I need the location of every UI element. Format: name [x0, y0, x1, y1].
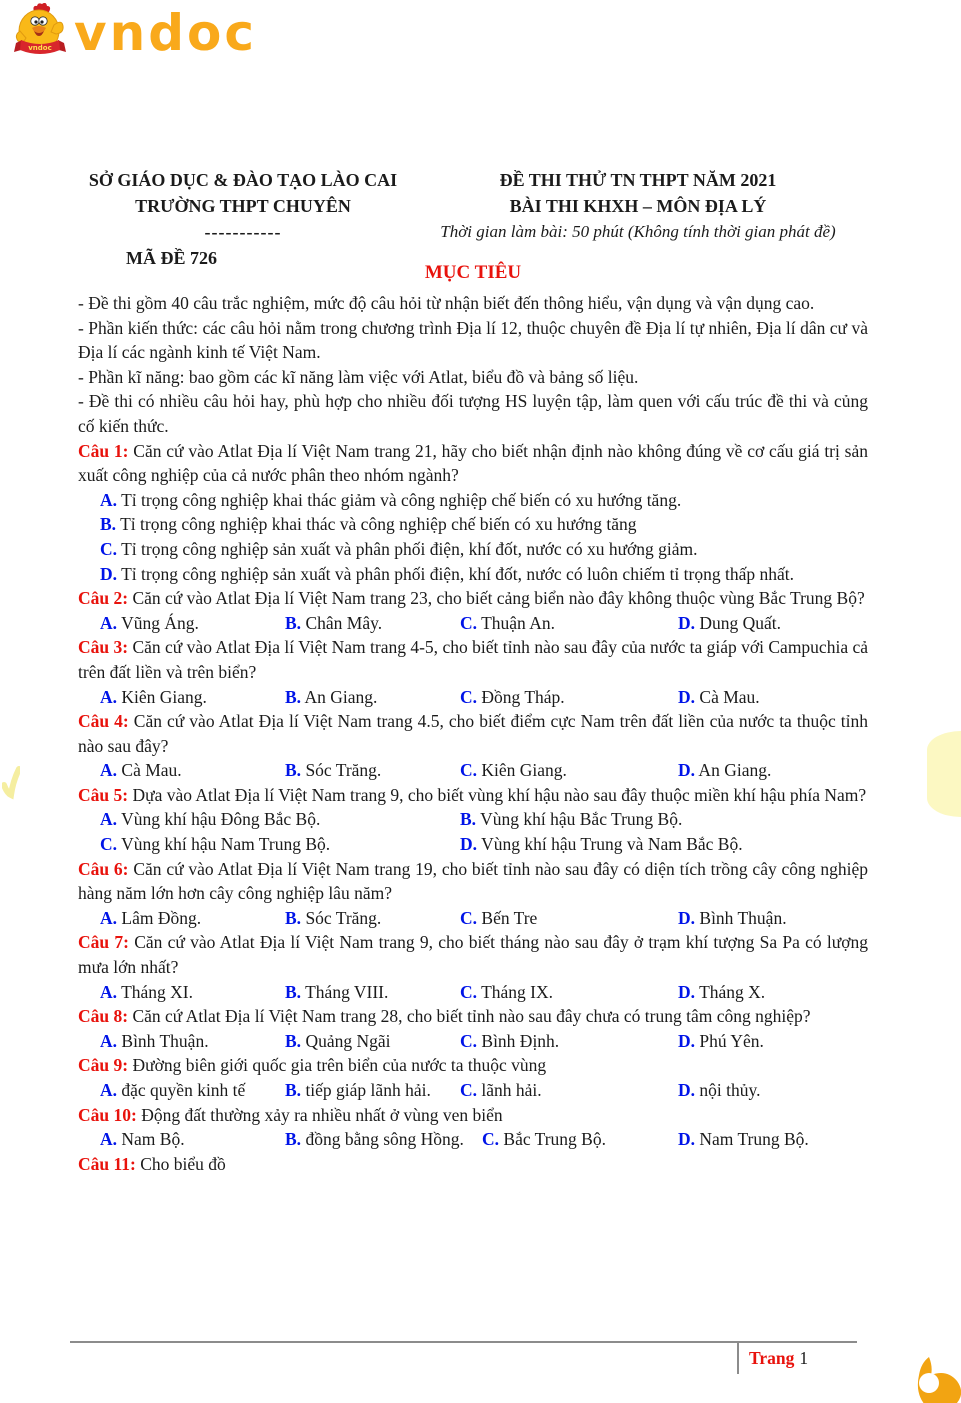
option-c: C. Bắc Trung Bộ.	[482, 1129, 606, 1150]
question-text: Câu 1: Căn cứ vào Atlat Địa lí Việt Nam trang 21, hãy cho biết nhận định nào không đúng về cơ cấu giá trị sản xuất công nghiệp của cả nước phân theo nhóm ngành?	[78, 440, 868, 486]
option-letter: A.	[100, 1129, 118, 1150]
option-letter: B.	[285, 1080, 302, 1100]
option-letter: C.	[482, 1129, 500, 1150]
question-label: Câu 6:	[78, 858, 129, 879]
vndoc-chicken-mascot-icon	[10, 3, 70, 63]
options-row	[78, 807, 868, 856]
question-text: Câu 7: Căn cứ vào Atlat Địa lí Việt Nam trang 9, cho biết tháng nào sau đây ở trạm khí tượng Sa Pa có lượng mưa lớn nhất?	[78, 932, 869, 978]
question-text: Câu 2: Căn cứ vào Atlat Địa lí Việt Nam trang 23, cho biết cảng biển nào đây không thuộc vùng Bắc Trung Bộ?	[78, 588, 865, 609]
options-row	[78, 1029, 868, 1054]
option-a: A. Vùng khí hậu Đông Bắc Bộ.	[100, 809, 321, 830]
divider-dashes: -----------	[204, 222, 282, 242]
question-label: Câu 8:	[78, 1006, 129, 1027]
option-c: C. Tháng IX.	[460, 981, 553, 1002]
option-c: C. Vùng khí hậu Nam Trung Bộ.	[100, 834, 331, 855]
document-body	[78, 291, 868, 1176]
option-letter: D.	[460, 834, 478, 855]
option-b: B. Tỉ trọng công nghiệp khai thác và công nghiệp chế biến có xu hướng tăng	[100, 514, 637, 535]
option-b: B. đồng bằng sông Hồng.	[285, 1129, 464, 1150]
question-10	[78, 1103, 868, 1152]
question-5	[78, 783, 868, 857]
question-6	[78, 857, 868, 931]
corner-watermark-shape	[915, 1357, 961, 1403]
question-label: Câu 11:	[78, 1153, 136, 1174]
option-letter: D.	[678, 760, 696, 781]
question-text: Câu 6: Căn cứ vào Atlat Địa lí Việt Nam trang 19, cho biết tỉnh nào sau đây có diện tích trồng cây công nghiệp hàng năm lớn hơn cây công nghiệp lâu năm?	[78, 858, 868, 904]
option-b: B. Chân Mây.	[285, 612, 383, 633]
option-letter: A.	[100, 1030, 118, 1051]
options-row	[78, 611, 868, 636]
option-letter: A.	[100, 809, 118, 830]
option-d: D. nội thủy.	[678, 1080, 761, 1100]
option-d: D. Phú Yên.	[678, 1030, 764, 1051]
question-text: Câu 10: Động đất thường xảy ra nhiều nhất ở vùng ven biển	[78, 1104, 503, 1125]
option-d: D. An Giang.	[678, 760, 772, 781]
option-d: D. Tháng X.	[678, 981, 766, 1002]
question-label: Câu 5:	[78, 784, 129, 805]
option-letter: B.	[285, 686, 302, 707]
options-row	[78, 1078, 868, 1103]
option-letter: C.	[460, 907, 478, 928]
option-d: D. Bình Thuận.	[678, 907, 787, 928]
right-edge-watermark-shape	[927, 731, 961, 817]
option-c: C. Kiên Giang.	[460, 760, 567, 781]
option-a: A. Nam Bộ.	[100, 1129, 185, 1150]
option-a: A. đặc quyền kinh tế	[100, 1080, 246, 1100]
option-letter: C.	[460, 686, 478, 707]
question-text: Câu 3: Căn cứ vào Atlat Địa lí Việt Nam trang 4-5, cho biết tỉnh nào sau đây của nước ta giáp với Campuchia cả trên đất liền và trên biển?	[78, 637, 868, 682]
option-letter: B.	[285, 760, 302, 781]
option-b: B. Quảng Ngãi	[285, 1030, 391, 1051]
question-label: Câu 7:	[78, 932, 129, 953]
question-text: Câu 8: Căn cứ Atlat Địa lí Việt Nam trang 28, cho biết tỉnh nào sau đây chưa có trung tâm công nghiệp?	[78, 1006, 811, 1027]
option-d: D. Nam Trung Bộ.	[678, 1129, 809, 1150]
option-d: D. Dung Quất.	[678, 612, 782, 633]
options-row	[78, 758, 868, 783]
option-letter: C.	[100, 538, 118, 559]
question-label: Câu 4:	[78, 711, 129, 732]
option-c: C. Đồng Tháp.	[460, 686, 565, 707]
option-letter: A.	[100, 489, 118, 510]
question-text: Câu 11: Cho biểu đồ	[78, 1153, 226, 1174]
option-letter: C.	[460, 612, 478, 633]
intro-line-2: - Phần kiến thức: các câu hỏi nằm trong chương trình Địa lí 12, thuộc chuyên đề Địa lí tự nhiên, Địa lí dân cư và Địa lí các ngành kinh tế Việt Nam.	[78, 317, 868, 363]
question-label: Câu 1:	[78, 440, 129, 461]
option-letter: C.	[460, 760, 478, 781]
question-2	[78, 586, 868, 635]
option-c: C. Tỉ trọng công nghiệp sản xuất và phân phối điện, khí đốt, nước có xu hướng giảm.	[100, 538, 698, 559]
option-c: C. lãnh hải.	[460, 1080, 542, 1100]
option-b: B. Tháng VIII.	[285, 981, 389, 1002]
option-letter: B.	[285, 907, 302, 928]
option-b: B. Vùng khí hậu Bắc Trung Bộ.	[460, 809, 683, 830]
page-number-box	[737, 1343, 808, 1374]
option-letter: C.	[100, 834, 118, 855]
logo-banner-text: vndoc	[28, 44, 52, 52]
question-label: Câu 3:	[78, 637, 129, 658]
option-d: D. Tỉ trọng công nghiệp sản xuất và phân phối điện, khí đốt, nước có luôn chiếm tỉ trọng thấp nhất.	[100, 563, 794, 584]
question-text: Câu 9: Đường biên giới quốc gia trên biển của nước ta thuộc vùng	[78, 1055, 547, 1076]
option-letter: B.	[285, 612, 302, 633]
option-c: C. Bến Tre	[460, 907, 538, 928]
option-letter: D.	[678, 1129, 696, 1150]
school-name: TRƯỜNG THPT CHUYÊN	[135, 196, 351, 216]
option-a: A. Vũng Áng.	[100, 612, 199, 633]
options-row	[78, 980, 868, 1005]
option-c: C. Thuận An.	[460, 612, 555, 633]
exam-title: ĐỀ THI THỬ TN THPT NĂM 2021	[499, 170, 777, 190]
option-letter: B.	[285, 1129, 302, 1150]
option-letter: D.	[678, 1080, 696, 1100]
question-8	[78, 1004, 868, 1053]
option-letter: C.	[460, 981, 478, 1002]
option-b: B. An Giang.	[285, 686, 378, 707]
options-row	[78, 488, 868, 586]
options-row	[78, 685, 868, 710]
exam-code: MÃ ĐỀ 726	[126, 248, 217, 268]
page-label: Trang	[749, 1348, 795, 1368]
option-c: C. Bình Định.	[460, 1030, 560, 1051]
option-letter: D.	[100, 563, 118, 584]
exam-subject: BÀI THI KHXH – MÔN ĐỊA LÝ	[509, 196, 767, 216]
option-a: A. Kiên Giang.	[100, 686, 207, 707]
option-letter: A.	[100, 1080, 118, 1100]
option-a: A. Tỉ trọng công nghiệp khai thác giảm và công nghiệp chế biến có xu hướng tăng.	[100, 489, 682, 510]
option-a: A. Tháng XI.	[100, 981, 193, 1002]
option-letter: B.	[100, 514, 117, 535]
page-number: 1	[799, 1348, 809, 1368]
option-letter: A.	[100, 760, 118, 781]
page-footer	[70, 1341, 857, 1368]
intro-section	[78, 291, 868, 439]
option-b: B. tiếp giáp lãnh hải.	[285, 1080, 431, 1100]
option-letter: D.	[678, 686, 696, 707]
question-text: Câu 5: Dựa vào Atlat Địa lí Việt Nam trang 9, cho biết vùng khí hậu nào sau đây thuộc miền khí hậu phía Nam?	[78, 784, 867, 805]
left-edge-watermark-shape	[2, 763, 20, 806]
option-letter: D.	[678, 981, 696, 1002]
option-letter: D.	[678, 907, 696, 928]
option-d: D. Cà Mau.	[678, 686, 760, 707]
question-3	[78, 635, 868, 709]
option-a: A. Bình Thuận.	[100, 1030, 209, 1051]
time-note: Thời gian làm bài: 50 phút (Không tính thời gian phát đề)	[440, 222, 836, 241]
options-row	[78, 906, 868, 931]
option-a: A. Cà Mau.	[100, 760, 182, 781]
option-letter: B.	[285, 1030, 302, 1051]
intro-line-4: - Đề thi có nhiều câu hỏi hay, phù hợp cho nhiều đối tượng HS luyện tập, làm quen với cấu trúc đề thi và củng cố kiến thức.	[78, 391, 868, 436]
question-7	[78, 930, 868, 1004]
intro-line-3: - Phần kĩ năng: bao gồm các kĩ năng làm việc với Atlat, biểu đồ và bảng số liệu.	[78, 366, 639, 387]
option-letter: B.	[285, 981, 302, 1002]
question-9	[78, 1053, 868, 1102]
issuing-authority-block	[78, 167, 408, 271]
intro-line-1: - Đề thi gồm 40 câu trắc nghiệm, mức độ câu hỏi từ nhận biết đến thông hiểu, vận dụng và vận dụng cao.	[78, 293, 815, 313]
department-name: SỞ GIÁO DỤC & ĐÀO TẠO LÀO CAI	[88, 170, 398, 190]
option-letter: C.	[460, 1030, 478, 1051]
question-text: Câu 4: Căn cứ vào Atlat Địa lí Việt Nam trang 4.5, cho biết điểm cực Nam trên đất liền của nước ta thuộc tỉnh nào sau đây?	[78, 711, 869, 756]
section-title: MỤC TIÊU	[424, 262, 522, 283]
question-11	[78, 1152, 868, 1177]
option-letter: A.	[100, 907, 118, 928]
option-a: A. Lâm Đồng.	[100, 907, 202, 928]
option-b: B. Sóc Trăng.	[285, 907, 382, 928]
exam-title-block	[408, 167, 868, 271]
vndoc-logo	[10, 3, 257, 63]
exam-header	[78, 167, 868, 271]
option-b: B. Sóc Trăng.	[285, 760, 382, 781]
questions-section	[78, 439, 868, 1177]
option-letter: A.	[100, 612, 118, 633]
option-letter: A.	[100, 981, 118, 1002]
option-letter: C.	[460, 1080, 478, 1100]
options-row	[78, 1127, 868, 1152]
option-letter: B.	[460, 809, 477, 830]
question-1	[78, 439, 868, 587]
question-label: Câu 2:	[78, 588, 129, 609]
vndoc-wordmark: vndoc	[74, 4, 257, 62]
question-label: Câu 9:	[78, 1055, 129, 1076]
option-letter: A.	[100, 686, 118, 707]
option-letter: D.	[678, 1030, 696, 1051]
question-label: Câu 10:	[78, 1104, 137, 1125]
option-letter: D.	[678, 612, 696, 633]
option-d: D. Vùng khí hậu Trung và Nam Bắc Bộ.	[460, 834, 743, 855]
question-4	[78, 709, 868, 783]
